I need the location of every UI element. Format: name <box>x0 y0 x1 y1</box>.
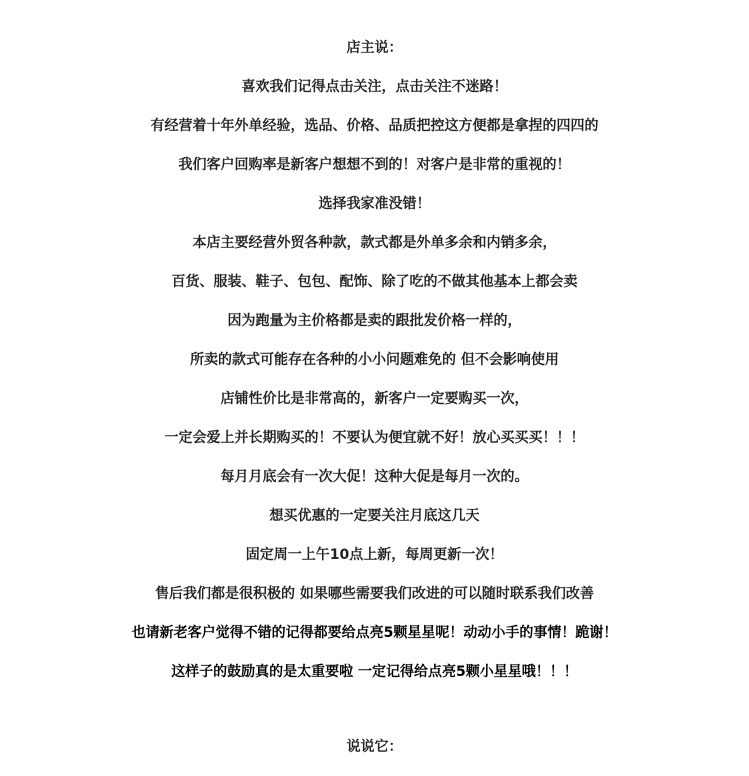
shop-owner-notice <box>0 36 749 699</box>
notice-line: 这样子的鼓励真的是太重要啦 一定记得给点亮5颗小星星哦！！！ <box>171 664 578 680</box>
notice-line: 选择我家准没错！ <box>318 196 431 212</box>
notice-heading: 店主说： <box>346 40 403 56</box>
notice-line: 喜欢我们记得点击关注，点击关注不迷路！ <box>241 79 508 95</box>
notice-line: 想买优惠的一定要关注月底这几天 <box>269 508 480 524</box>
notice-line: 店铺性价比是非常高的，新客户一定要购买一次， <box>220 391 529 407</box>
section-heading-description: 说说它： <box>346 739 403 755</box>
notice-line: 本店主要经营外贸各种款，款式都是外单多余和内销多余， <box>192 235 557 251</box>
notice-line: 也请新老客户觉得不错的记得都要给点亮5颗星星呢！动动小手的事情！跪谢！ <box>131 625 618 641</box>
notice-line: 一定会爱上并长期购买的！不要认为便宜就不好！放心买买买！！！ <box>164 430 585 446</box>
notice-line: 所卖的款式可能存在各种的小小问题难免的 但不会影响使用 <box>190 352 559 368</box>
notice-line: 百货、服装、鞋子、包包、配饰、除了吃的不做其他基本上都会卖 <box>171 274 578 290</box>
notice-line: 固定周一上午10点上新，每周更新一次！ <box>245 547 504 563</box>
notice-line: 售后我们都是很积极的 如果哪些需要我们改进的可以随时联系我们改善 <box>155 586 594 602</box>
notice-line: 我们客户回购率是新客户想想不到的！对客户是非常的重视的！ <box>178 157 571 173</box>
notice-line: 因为跑量为主价格都是卖的跟批发价格一样的， <box>227 313 522 329</box>
notice-line: 有经营着十年外单经验，选品、价格、品质把控这方便都是拿捏的四四的 <box>150 118 599 134</box>
notice-line: 每月月底会有一次大促！这种大促是每月一次的。 <box>220 469 529 485</box>
